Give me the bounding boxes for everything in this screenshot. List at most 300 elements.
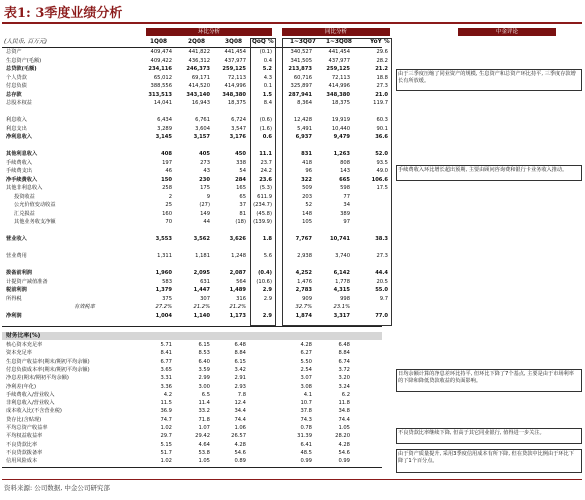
row-value: 49.0 — [376, 168, 388, 174]
row-value: 284 — [235, 176, 246, 183]
row-value: 6,724 — [231, 117, 246, 123]
ratio-value: 4.1 — [303, 391, 312, 398]
ratio-value: 1.07 — [198, 425, 210, 431]
row-value: 4.3 — [263, 74, 272, 81]
ratio-label: 生息资产收益率(期末/期初平均余额) — [6, 358, 90, 365]
row-value: 2,783 — [295, 287, 312, 293]
row-value: (0.4) — [258, 270, 272, 276]
row-value: 6,937 — [295, 134, 312, 140]
comment-credit-cost: 由于资产质量提升, 采用3季度信用成本有所下降, 但在贷款中比例由于环比下降了1个百分点。 — [398, 451, 574, 464]
ratio-value: 3.36 — [160, 383, 172, 390]
comment-section-header: 中金评论 — [458, 28, 556, 36]
table-title: 表1: 3季度业绩分析 — [4, 6, 123, 21]
col-1-3q08: 1~3Q08 — [326, 39, 352, 45]
row-value: 4,315 — [333, 287, 350, 293]
row-value: 405 — [199, 151, 210, 157]
row-value: 119.7 — [373, 100, 388, 106]
table-row — [0, 228, 400, 234]
row-value: 1,263 — [333, 151, 350, 157]
ratio-value: 6.5 — [201, 391, 210, 398]
row-value: 23.1% — [333, 304, 350, 310]
ratio-value: 2.54 — [300, 366, 312, 373]
row-value: 11.1 — [259, 151, 272, 157]
row-value: 441,454 — [224, 49, 246, 55]
row-value: 10,741 — [329, 236, 350, 242]
row-label: 有效税率 — [74, 304, 95, 310]
row-value: 1,004 — [155, 312, 172, 319]
ratio-row — [0, 425, 400, 431]
row-value: (18) — [235, 219, 246, 225]
ratio-row — [0, 433, 400, 439]
row-value: 6,434 — [157, 117, 172, 123]
mid-rule — [2, 326, 382, 327]
col-qoq: QoQ % — [252, 39, 274, 45]
row-value: 6,142 — [333, 270, 350, 276]
ratio-row — [0, 350, 400, 356]
ratio-value: 1.05 — [338, 425, 350, 431]
row-value: (234.7) — [253, 202, 272, 208]
row-value: 307 — [200, 295, 210, 302]
ratio-value: 0.99 — [338, 458, 350, 465]
ratio-label: 平均总资产收益率 — [6, 425, 48, 431]
row-value: 389 — [340, 210, 350, 217]
ratio-value: 6.27 — [300, 350, 312, 357]
row-label: 利息收入 — [6, 117, 27, 123]
table-row — [0, 304, 400, 310]
row-label: 个人贷款 — [6, 74, 27, 81]
row-value: 175 — [200, 185, 210, 191]
row-value: 2.9 — [262, 312, 272, 319]
ratio-value: 11.8 — [338, 400, 350, 407]
table-row — [0, 126, 400, 132]
ratio-row — [0, 442, 400, 448]
row-value: 313,513 — [148, 91, 172, 98]
ratio-row — [0, 375, 400, 381]
row-value: 21.2% — [193, 304, 210, 310]
row-value: 150 — [161, 176, 172, 183]
table-row — [0, 253, 400, 259]
row-value: 998 — [340, 295, 350, 302]
row-value: 441,822 — [188, 49, 210, 55]
col-1q08: 1Q08 — [150, 39, 168, 45]
row-value: 408 — [161, 151, 172, 157]
row-value: 27.2% — [155, 304, 172, 310]
ratio-value: 0.78 — [300, 425, 312, 431]
row-value: 1,447 — [193, 287, 210, 293]
ratio-value: 34.4 — [234, 408, 246, 415]
row-label: 净利息收入 — [6, 134, 32, 140]
row-label: 营业费用 — [6, 253, 27, 259]
ratio-row — [0, 400, 400, 406]
ratio-label: 平均权益收益率 — [6, 433, 43, 440]
row-value: 0.6 — [262, 134, 272, 140]
table-row — [0, 236, 400, 242]
ratio-value: 4.64 — [198, 441, 210, 448]
ratio-row — [0, 417, 400, 423]
row-value: 258 — [162, 185, 172, 191]
row-value: 388,556 — [150, 83, 172, 89]
row-value: 8,364 — [297, 100, 312, 106]
row-value: 2 — [168, 193, 172, 200]
row-value: 341,505 — [290, 57, 312, 64]
row-value: 3,562 — [193, 236, 210, 242]
table-row — [0, 75, 400, 81]
ratio-value: 36.9 — [160, 408, 172, 415]
row-value: 414,996 — [224, 83, 246, 89]
row-value: 2,095 — [193, 270, 210, 276]
row-value: 375 — [162, 295, 172, 302]
row-label: 计提资产减值准备 — [6, 278, 48, 285]
row-label: 营业收入 — [6, 236, 27, 242]
table-row — [0, 109, 400, 115]
ratio-row — [0, 458, 400, 464]
table-row — [0, 296, 400, 302]
ratio-row — [0, 359, 400, 365]
ratio-label: 资本充足率 — [6, 350, 32, 357]
row-value: 9.7 — [379, 295, 388, 302]
table-row — [0, 245, 400, 251]
row-label: 利息支出 — [6, 125, 27, 132]
row-value: 9,479 — [333, 134, 350, 140]
ratio-value: 29.7 — [160, 433, 172, 440]
row-label: 税前利润 — [6, 287, 27, 293]
ratio-value: 3.20 — [338, 375, 350, 382]
row-value: 340,527 — [290, 49, 312, 55]
ratio-value: 5.71 — [160, 342, 172, 348]
ratio-value: 6.77 — [160, 358, 172, 365]
ratio-value: 29.42 — [195, 433, 210, 440]
row-value: 17.5 — [376, 185, 388, 191]
row-value: 21.0 — [375, 91, 388, 98]
ratio-value: 8.84 — [338, 350, 350, 357]
ratio-value: 3.72 — [338, 366, 350, 373]
ratio-value: 48.5 — [300, 449, 312, 456]
row-label: 生息资产(毛额) — [6, 57, 42, 64]
row-value: 81 — [239, 210, 246, 217]
row-value: 90.1 — [376, 125, 388, 132]
row-value: 72,113 — [227, 74, 246, 81]
title-rule — [2, 22, 582, 24]
row-value: 0.1 — [263, 83, 272, 89]
row-value: 611.9 — [257, 193, 272, 200]
row-value: 1,181 — [195, 253, 210, 259]
ratio-value: 11.5 — [160, 400, 172, 407]
ratio-label: 净利差(年化) — [6, 383, 36, 390]
row-value: 7,767 — [295, 236, 312, 242]
row-value: 0.4 — [263, 57, 272, 64]
row-value: 1.5 — [262, 91, 272, 98]
comment-box — [396, 369, 582, 392]
row-value: 3,626 — [229, 236, 246, 242]
ratio-value: 4.2 — [163, 391, 172, 398]
row-value: 6,761 — [195, 117, 210, 123]
row-label: 公允价值变动收益 — [14, 202, 56, 208]
col-2q08: 2Q08 — [188, 39, 206, 45]
ratio-label: 贷存比(含贴现) — [6, 416, 42, 423]
ratio-value: 37.8 — [300, 408, 312, 415]
row-value: 3,157 — [193, 134, 210, 140]
qoq-section-header: 环比分析 — [146, 28, 272, 36]
row-value: 52 — [305, 202, 312, 208]
table-row — [0, 211, 400, 217]
row-value: (45.8) — [256, 210, 272, 217]
yoy-section-header: 同比分析 — [282, 28, 390, 36]
ratio-value: 6.15 — [198, 342, 210, 348]
comment-box — [396, 428, 582, 444]
table-row — [0, 160, 400, 166]
ratio-row — [0, 384, 400, 390]
col-1-3q07: 1~3Q07 — [290, 39, 316, 45]
ratio-value: 74.7 — [160, 416, 172, 423]
row-value: 246,373 — [186, 66, 210, 72]
ratio-value: 2.93 — [234, 383, 246, 390]
row-value: 60.3 — [376, 117, 388, 123]
row-value: 909 — [302, 295, 312, 302]
row-value: (5.3) — [259, 185, 272, 191]
row-value: 437,977 — [224, 57, 246, 64]
row-value: 3,145 — [155, 134, 172, 140]
row-value: 665 — [339, 176, 350, 183]
row-value: 97 — [343, 219, 350, 225]
row-value: 77.0 — [375, 312, 388, 319]
ratio-label: 手续费收入/营业收入 — [6, 391, 55, 398]
row-value: 3,740 — [335, 253, 350, 259]
row-value: 21.2 — [375, 66, 388, 72]
ratio-value: 6.74 — [338, 358, 350, 365]
ratio-value: 3.59 — [198, 366, 210, 373]
row-value: 230 — [199, 176, 210, 183]
row-value: 316 — [236, 295, 246, 302]
ratio-value: 1.05 — [198, 458, 210, 465]
ratio-value: 2.91 — [234, 375, 246, 382]
row-value: 148 — [302, 210, 312, 217]
row-value: 5.2 — [262, 66, 272, 72]
ratio-value: 3.42 — [234, 366, 246, 373]
row-value: 24.2 — [260, 168, 272, 174]
row-value: 1,173 — [229, 312, 246, 319]
row-value: 77 — [343, 193, 350, 200]
row-value: 234,116 — [148, 66, 172, 72]
ratio-value: 2.99 — [198, 375, 210, 382]
row-value: (0.6) — [259, 117, 272, 123]
row-value: 3,289 — [157, 125, 172, 132]
row-value: 1,489 — [229, 287, 246, 293]
row-label: 其他非利息收入 — [6, 185, 43, 191]
row-value: 3,604 — [195, 125, 210, 132]
row-value: 5,491 — [297, 125, 312, 132]
ratio-value: 8.53 — [198, 350, 210, 357]
bottom-rule — [2, 479, 582, 480]
row-value: 414,996 — [328, 83, 350, 89]
row-value: 34 — [343, 202, 350, 208]
row-value: 831 — [301, 151, 312, 157]
row-value: 149 — [200, 210, 210, 217]
row-value: 18.8 — [376, 74, 388, 81]
row-label: 所得税 — [6, 295, 22, 302]
ratio-value: 1.06 — [234, 425, 246, 431]
table-row — [0, 202, 400, 208]
row-value: 160 — [162, 210, 172, 217]
row-value: 1,311 — [157, 253, 172, 259]
row-value: 27.3 — [376, 83, 388, 89]
row-value: 38.3 — [375, 236, 388, 242]
row-value: 3,553 — [155, 236, 172, 242]
ratio-value: 53.8 — [198, 449, 210, 456]
row-label: 付息负债 — [6, 83, 27, 89]
row-value: 441,454 — [328, 49, 350, 55]
col-3q08: 3Q08 — [225, 39, 243, 45]
row-value: 414,520 — [188, 83, 210, 89]
row-value: 69,171 — [191, 74, 210, 81]
row-value: 27.3 — [376, 253, 388, 259]
table-row — [0, 100, 400, 106]
row-value: 273 — [200, 159, 210, 166]
ratio-value: 8.41 — [160, 350, 172, 357]
row-value: 44.4 — [375, 270, 388, 276]
ratio-value: 6.41 — [300, 441, 312, 448]
row-label: 净利润 — [6, 312, 22, 319]
row-value: 213,873 — [288, 66, 312, 72]
ratio-label: 付息负债成本率(期末/期初平均余额) — [6, 366, 90, 373]
row-value: 14,041 — [153, 100, 172, 106]
table-row — [0, 49, 400, 55]
row-value: 564 — [236, 278, 246, 285]
row-value: 55.0 — [375, 287, 388, 293]
comment-box — [396, 165, 582, 181]
row-value: 1,379 — [155, 287, 172, 293]
ratio-value: 3.31 — [160, 375, 172, 382]
row-label: 总贷款(毛额) — [6, 66, 37, 72]
ratio-value: 6.2 — [341, 391, 350, 398]
row-value: 43 — [203, 168, 210, 174]
row-value: (1.6) — [259, 125, 272, 132]
row-value: 1.8 — [262, 236, 272, 242]
row-value: 259,125 — [326, 66, 350, 72]
ratio-value: 0.99 — [300, 458, 312, 465]
row-value: 93.5 — [376, 159, 388, 166]
ratio-value: 28.20 — [335, 433, 350, 440]
table-row — [0, 219, 400, 225]
ratio-label: 成本收入比(不含营业税) — [6, 408, 62, 415]
ratio-value: 54.6 — [234, 449, 246, 456]
col-yoy: YoY % — [370, 39, 390, 45]
ratio-row — [0, 408, 400, 414]
row-label: 其他业务收支净额 — [14, 219, 56, 225]
row-value: 32.7% — [295, 304, 312, 310]
row-value: 16,943 — [191, 100, 210, 106]
ratio-value: 7.8 — [237, 391, 246, 398]
row-value: 12,428 — [293, 117, 312, 123]
ratio-value: 71.8 — [198, 416, 210, 423]
ratio-value: 31.39 — [297, 433, 312, 440]
row-value: 18,375 — [227, 100, 246, 106]
ratio-value: 1.02 — [160, 458, 172, 465]
table-row — [0, 151, 400, 157]
row-label: 总资产 — [6, 49, 22, 55]
ratio-label: 非利息收入/营业收入 — [6, 400, 55, 407]
table-row — [0, 194, 400, 200]
table-row — [0, 185, 400, 191]
row-value: 3,317 — [333, 312, 350, 319]
row-value: 72,113 — [331, 74, 350, 81]
row-value: 106.6 — [371, 176, 388, 183]
ratio-value: 3.65 — [160, 366, 172, 373]
row-value: 2.9 — [262, 287, 272, 293]
row-value: 70 — [165, 219, 172, 225]
row-value: 409,422 — [150, 57, 172, 64]
row-label: 手续费支出 — [6, 168, 32, 174]
units-label: (人民币, 百万元) — [4, 39, 47, 45]
ratio-value: 6.48 — [234, 342, 246, 348]
comment-box — [396, 69, 582, 91]
ratio-value: 74.3 — [300, 416, 312, 423]
row-value: 583 — [162, 278, 172, 285]
ratio-value: 12.4 — [234, 400, 246, 407]
ratio-value: 26.57 — [231, 433, 246, 440]
row-value: 18,375 — [331, 100, 350, 106]
ratio-value: 8.84 — [234, 350, 246, 357]
row-value: (139.9) — [253, 219, 272, 225]
ratio-row — [0, 367, 400, 373]
table-row — [0, 168, 400, 174]
ratio-value: 6.48 — [338, 342, 350, 348]
table-row — [0, 134, 400, 140]
row-value: 348,380 — [326, 91, 350, 98]
table-row — [0, 117, 400, 123]
row-value: 1,960 — [155, 270, 172, 276]
row-value: 36.6 — [375, 134, 388, 140]
row-value: 1,140 — [193, 312, 210, 319]
row-value: 409,474 — [150, 49, 172, 55]
row-value: 165 — [236, 185, 246, 191]
row-value: 436,312 — [188, 57, 210, 64]
ratio-value: 3.08 — [300, 383, 312, 390]
row-value: 418 — [302, 159, 312, 166]
table-row — [0, 279, 400, 285]
source-note: 资料来源: 公司数据, 中金公司研究部 — [4, 484, 110, 492]
row-label: 手续费收入 — [6, 159, 32, 166]
row-value: 1,248 — [231, 253, 246, 259]
table-row — [0, 92, 400, 98]
ratio-value: 6.40 — [198, 358, 210, 365]
row-value: 3,176 — [229, 134, 246, 140]
ratio-value: 3.24 — [338, 383, 350, 390]
row-value: 8.4 — [263, 100, 272, 106]
row-value: 96 — [305, 168, 312, 174]
ratio-value: 5.15 — [160, 441, 172, 448]
comment-box — [396, 449, 582, 473]
row-value: 52.0 — [375, 151, 388, 157]
row-label: 汇兑损益 — [14, 210, 35, 217]
ratio-label: 信用风险成本 — [6, 458, 38, 465]
row-label: 总股本权益 — [6, 100, 32, 106]
ratio-value: 10.7 — [300, 400, 312, 407]
row-value: 4,252 — [295, 270, 312, 276]
row-value: 105 — [302, 219, 312, 225]
row-value: 19,919 — [331, 117, 350, 123]
comment-npl: 不良贷款比率继续下降, 但高于其它同业银行, 值得进一步关注。 — [398, 430, 545, 436]
row-value: 54 — [239, 168, 246, 174]
row-value: 1,476 — [297, 278, 312, 285]
row-value: (27) — [199, 202, 210, 208]
row-value: 259,125 — [222, 66, 246, 72]
row-value: 65,012 — [153, 74, 172, 81]
table-row — [0, 262, 400, 268]
ratio-value: 1.02 — [160, 425, 172, 431]
row-value: 338 — [236, 159, 246, 166]
row-value: (10.6) — [256, 278, 272, 285]
row-label: 总存款 — [6, 91, 22, 98]
